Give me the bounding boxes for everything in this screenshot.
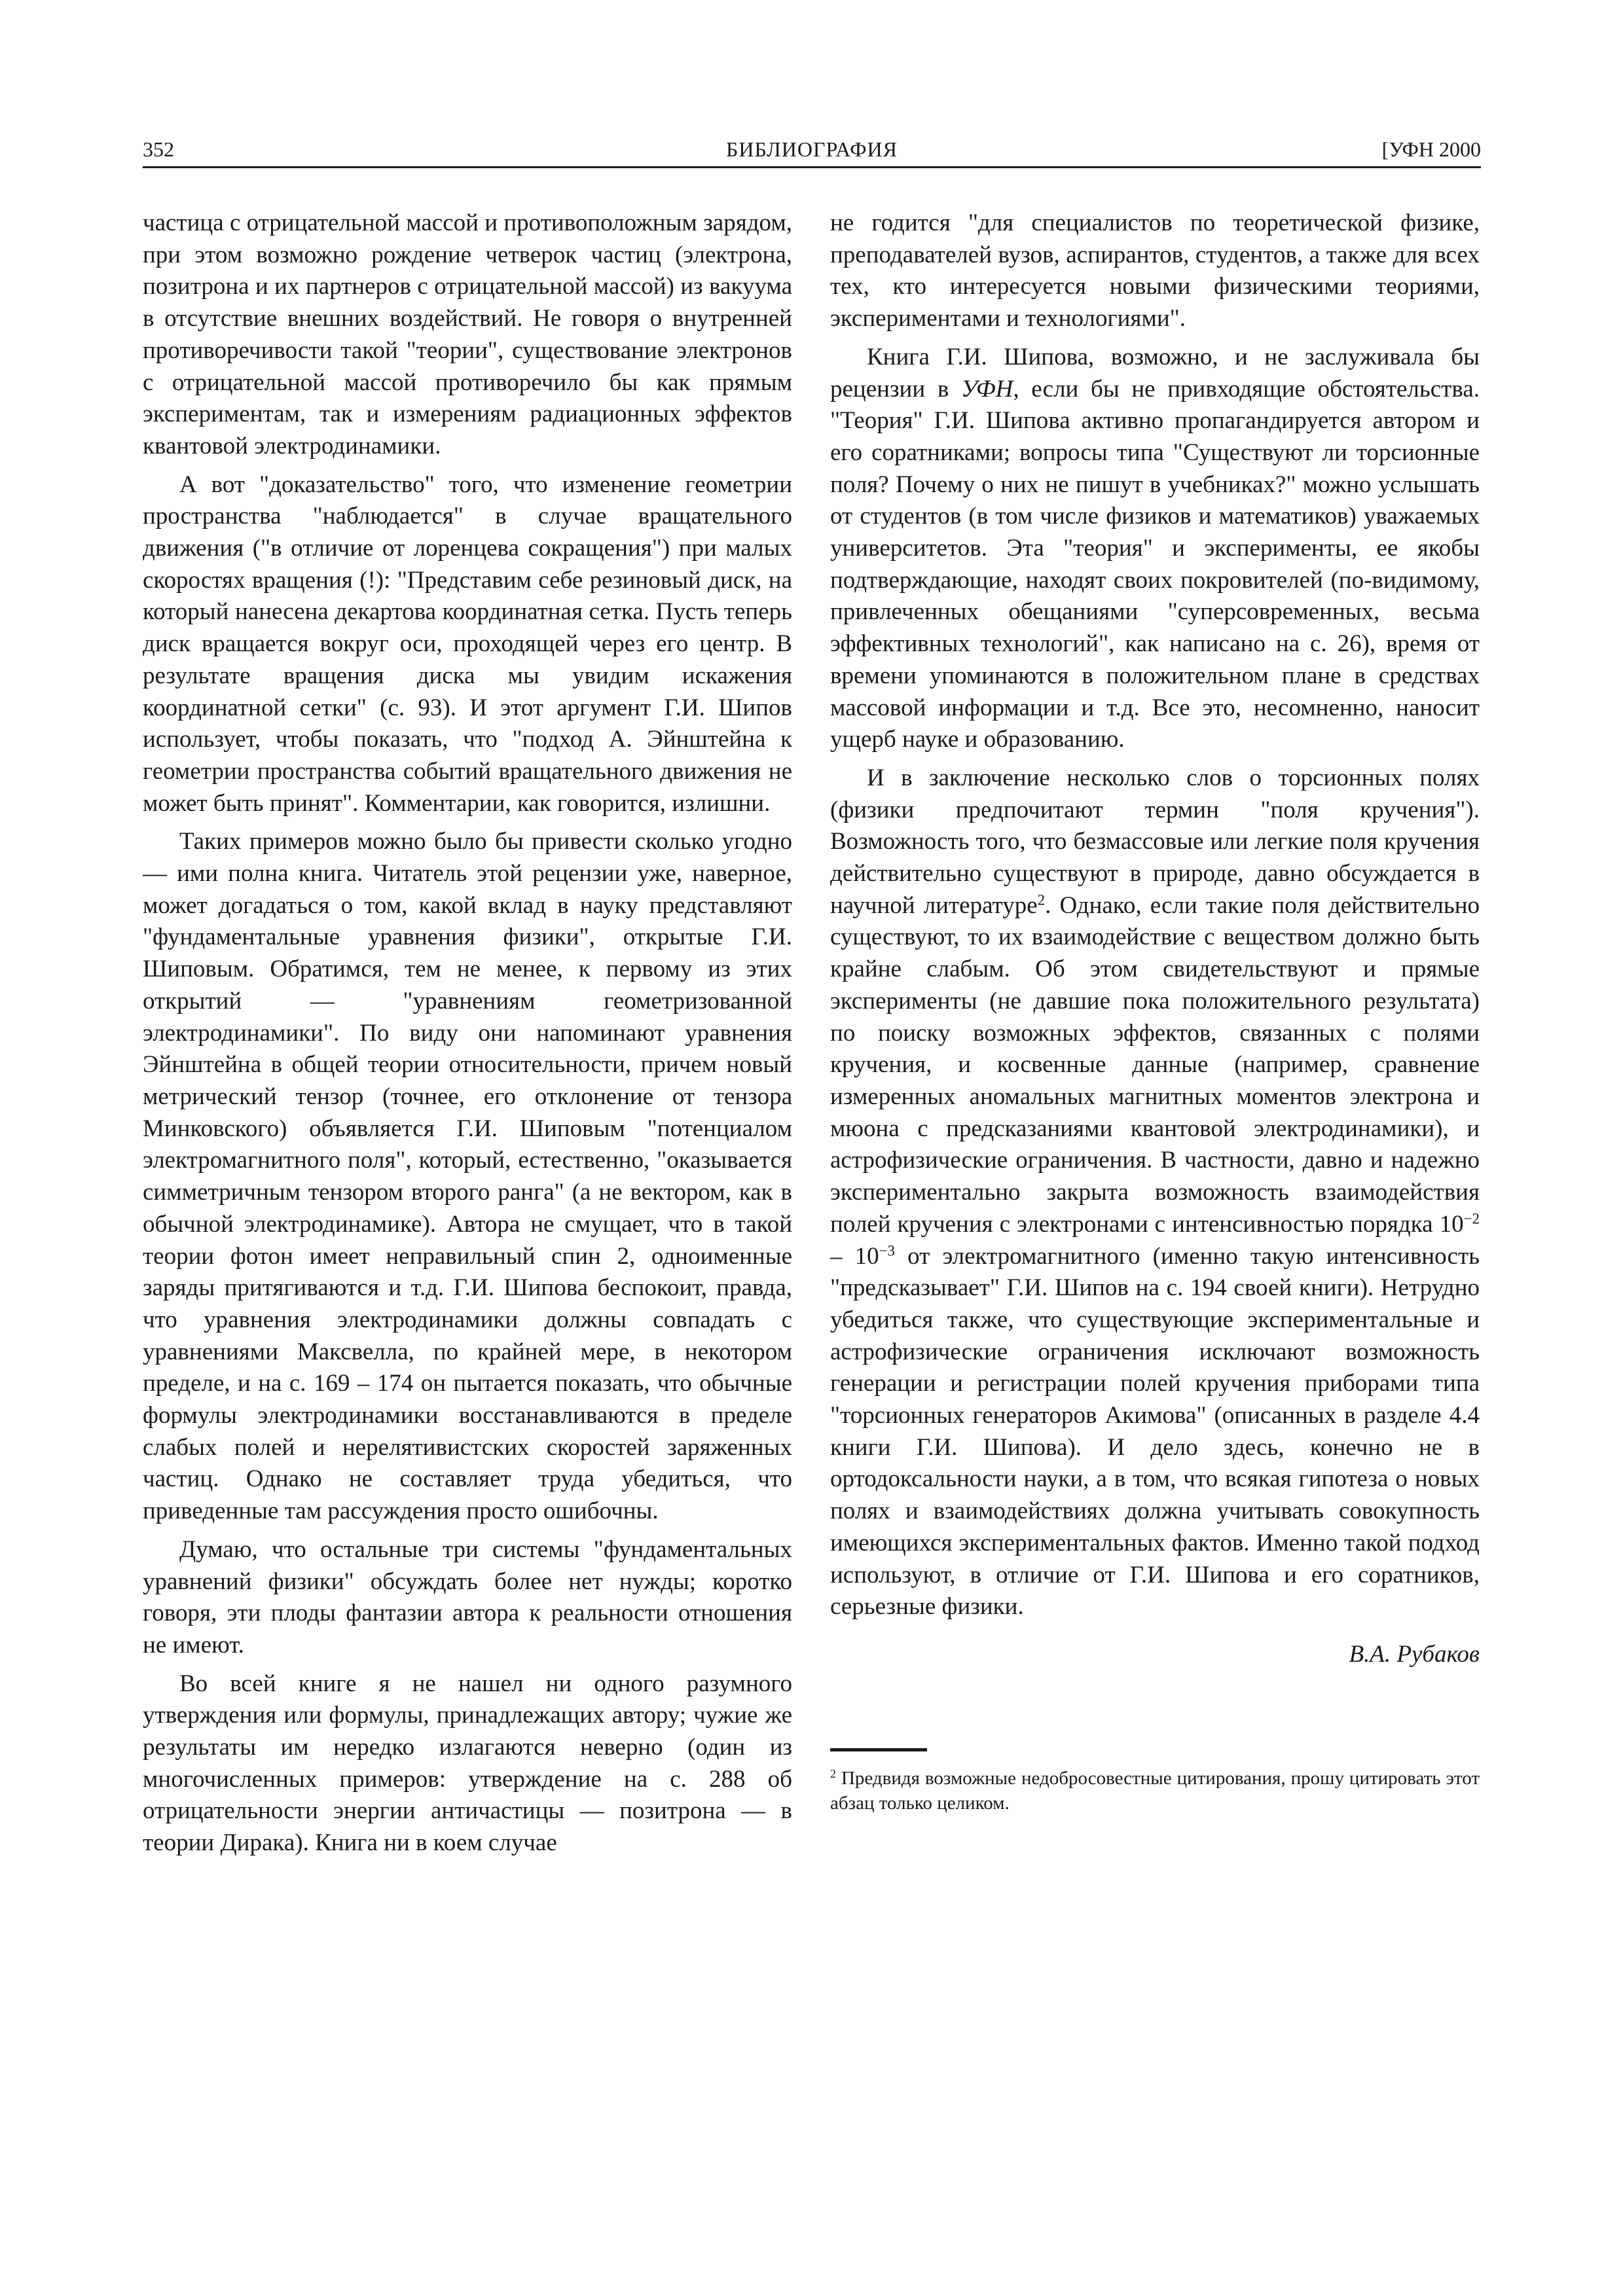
footnote-mark: 2 [830,1767,836,1780]
power-base: 10 [1439,1210,1464,1238]
footnote-reference: 2 [1037,891,1046,908]
footnote [830,1766,1480,1816]
right-column [830,207,1480,1816]
page-number: 352 [143,137,174,161]
paragraph [830,762,1480,1623]
exponent: −2 [1463,1210,1480,1227]
journal-name: УФН [960,375,1013,403]
paragraph: частица с отрицательной массой и противоположным зарядом, при этом возможно рождение четверок частиц (электрона, позитрона и их партнеров с отрицательной массой) из вакуума в отсутствие внешних воздействий. Не говоря о внутренней противоречивости такой "теории", существование электронов с отрицательной массой противоречило бы как прямым экспериментам, так и измерениям радиационных эффектов квантовой электродинамики. [143,209,792,459]
exponent: −3 [879,1242,896,1259]
paragraph: Во всей книге я не нашел ни одного разумного утверждения или формулы, принадлежащих автору; чужие же результаты им нередко излагаются неверно (один из многочисленных примеров: утверждение на с. 288 об отрицательности энергии античастицы — позитрона — в теории Дирака). Книга ни в коем случае [143,1670,792,1857]
paragraph: Таких примеров можно было бы привести сколько угодно — ими полна книга. Читатель этой рецензии уже, наверное, может догадаться о том, какой вклад в науку представляют "фундаментальные уравнения физики", открытые Г.И. Шиповым. Обратимся, тем не менее, к первому из этих открытий — "уравнениям геометризованной электродинамики". По виду они напоминают уравнения Эйнштейна в общей теории относительности, причем новый метрический тензор (точнее, его отклонение от тензора Минковского) объявляется Г.И. Шиповым "потенциалом электромагнитного поля", который, естественно, "оказывается симметричным тензором второго ранга" (а не вектором, как в обычной электродинамике). Автора не смущает, что в такой теории фотон имеет неправильный спин 2, одноименные заряды притягиваются и т.д. Г.И. Шипова беспокоит, правда, что уравнения электродинамики должны совпадать с уравнениями Максвелла, по крайней мере, в некотором пределе, и на с. 169 – 174 он пытается показать, что обычные формулы электродинамики восстанавливаются в пределе слабых полей и нерелятивистских скоростей заряженных частиц. Однако не составляет труда убедиться, что приведенные там рассуждения просто ошибочны. [143,828,792,1525]
paragraph: Думаю, что остальные три системы "фундаментальных уравнений физики" обсуждать более нет нужды; коротко говоря, эти плоды фантазии автора к реальности отношения не имеют. [143,1535,792,1659]
footnote-text: Предвидя возможные недобросовестные цитирования, прошу цитировать этот абзац только целиком. [830,1767,1480,1814]
paragraph [830,342,1480,756]
text-run: И в заключение несколько слов о торсионных полях (физики предпочитают термин "поля кручения"). Возможность того, что безмассовые или легкие поля кручения действительно существуют в природе, давно обсуждается в научной литературе [830,764,1480,919]
footnote-divider [830,1748,927,1751]
left-column [143,207,792,1866]
author-signature: В.А. Рубаков [1349,1640,1480,1668]
power-base: 10 [854,1242,879,1270]
journal-reference: [УФН 2000 [1381,137,1481,161]
running-header [143,135,1481,168]
text-run: , если бы не привходящие обстоятельства. "Теория" Г.И. Шипова активно пропагандируется автором и его соратниками; вопросы типа "Существуют ли торсионные поля? Почему о них не пишут в учебниках?" можно услышать от студентов (в том числе физиков и математиков) уважаемых университетов. Эта "теория" и эксперименты, ее якобы подтверждающие, находят своих покровителей (по-видимому, привлеченных обещаниями "суперсовременных, весьма эффективных технологий", как написано на с. 26), время от времени упоминаются в положительном плане в средствах массовой информации и т.д. Все это, несомненно, наносит ущерб науке и образованию. [830,375,1480,753]
paragraph: не годится "для специалистов по теоретической физике, преподавателей вузов, аспирантов, студентов, а также для всех тех, кто интересуется новыми физическими теориями, экспериментами и технологиями". [830,209,1480,332]
text-run: . Однако, если такие поля действительно существуют, то их взаимодействие с веществом должно быть крайне слабым. Об этом свидетельствуют и прямые эксперименты (не давшие пока положительного результата) по поиску возможных эффектов, связанных с полями кручения, и косвенные данные (например, сравнение измеренных аномальных магнитных моментов электрона и мюона с предсказаниями квантовой электродинамики), и астрофизические ограничения. В частности, давно и надежно экспериментально закрыта возможность взаимодействия полей кручения с электронами с интенсивностью порядка [830,891,1480,1238]
text-run: Книга Г.И. Шипова, возможно, и не заслуживала бы рецензии в [830,343,1480,403]
range-dash: – [830,1242,855,1270]
paragraph: А вот "доказательство" того, что изменение геометрии пространства "наблюдается" в случае вращательного движения ("в отличие от лоренцева сокращения") при малых скоростях вращения (!): "Представим себе резиновый диск, на который нанесена декартова координатная сетка. Пусть теперь диск вращается вокруг оси, проходящей через его центр. В результате вращения диска мы увидим искажения координатной сетки" (с. 93). И этот аргумент Г.И. Шипов использует, чтобы показать, что "подход А. Эйнштейна к геометрии пространства событий вращательного движения не может быть принят". Комментарии, как говорится, излишни. [143,471,792,817]
section-title: БИБЛИОГРАФИЯ [725,137,898,161]
text-run: от электромагнитного (именно такую интенсивность "предсказывает" Г.И. Шипов на с. 194 своей книги). Нетрудно убедиться также, что существующие экспериментальные и астрофизические ограничения исключают возможность генерации и регистрации полей кручения приборами типа "торсионных генераторов Акимова" (описанных в разделе 4.4 книги Г.И. Шипова). И дело здесь, конечно не в ортодоксальности науки, а в том, что всякая гипотеза о новых полях и взаимодействиях должна учитывать совокупность имеющихся экспериментальных фактов. Именно такой подход используют, в отличие от Г.И. Шипова и его соратников, серьезные физики. [830,1242,1480,1621]
